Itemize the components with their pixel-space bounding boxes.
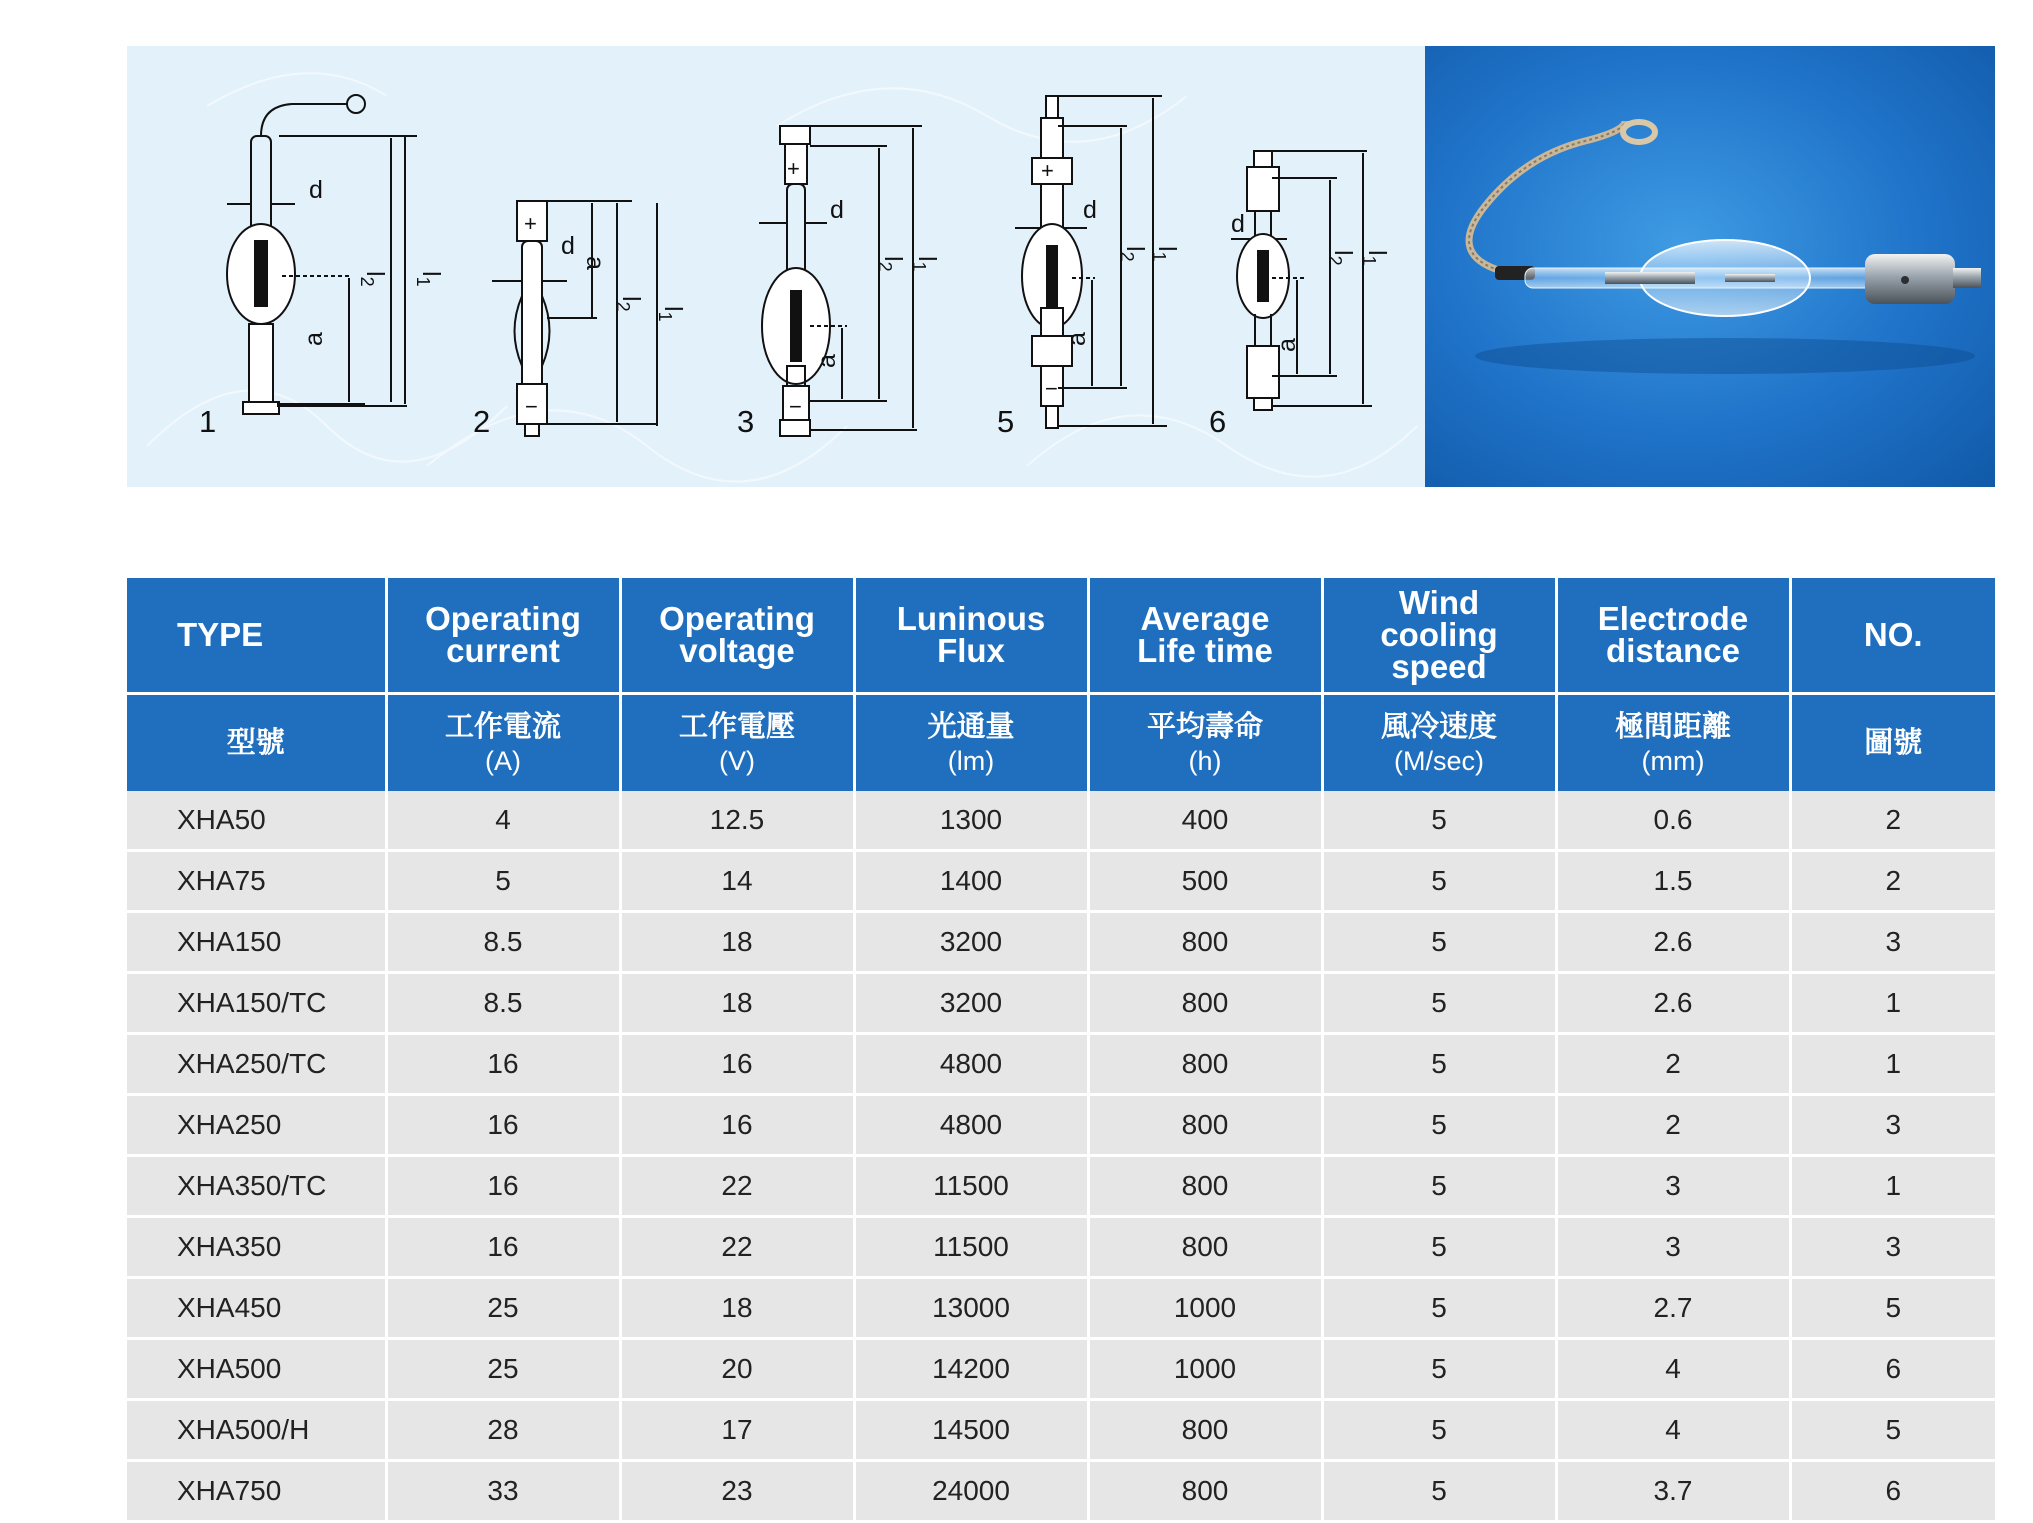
type-cell: XHA750 — [127, 1461, 386, 1522]
a-label-2: a — [581, 256, 609, 270]
type-cell: XHA150 — [127, 912, 386, 973]
table-cell: 2 — [1790, 851, 1995, 912]
table-cell: 1400 — [854, 851, 1088, 912]
type-cell: XHA250 — [127, 1095, 386, 1156]
column-header-zh-5 — [1322, 694, 1556, 792]
table-cell: 5 — [1322, 1278, 1556, 1339]
english-header-row — [127, 578, 1995, 694]
table-cell: 8.5 — [386, 973, 620, 1034]
column-header-unit: (lm) — [947, 746, 995, 776]
d-label-5: d — [1083, 196, 1097, 224]
column-header-en-line: Operating — [659, 600, 815, 637]
column-header-zh-3 — [854, 694, 1088, 792]
lamp-type-6-drawing — [1209, 151, 1391, 439]
column-header-unit: (A) — [485, 746, 521, 776]
table-cell: 6 — [1790, 1461, 1995, 1522]
column-header-en-line: Wind — [1398, 584, 1480, 621]
figure-number-1: 1 — [199, 404, 217, 439]
column-header-en-line: cooling — [1380, 616, 1498, 653]
l2-main: l — [361, 271, 389, 277]
column-header-en-3 — [854, 578, 1088, 694]
l2-subscript: 2 — [1117, 251, 1137, 262]
table-row — [127, 851, 1995, 912]
table-cell: 20 — [620, 1339, 854, 1400]
l2-label-5 — [1117, 246, 1149, 262]
l1-main: l — [417, 271, 445, 277]
diagram-svg — [127, 46, 1425, 487]
table-cell: 17 — [620, 1400, 854, 1461]
column-header-unit: (mm) — [1641, 746, 1705, 776]
table-cell: 33 — [386, 1461, 620, 1522]
d-label-6: d — [1231, 210, 1245, 238]
lamp-type-5-drawing — [997, 96, 1181, 439]
lamp-type-1-drawing — [199, 95, 445, 439]
figure-number-3: 3 — [737, 404, 755, 439]
column-header-en-line: Electrode — [1597, 600, 1749, 637]
table-cell: 1000 — [1088, 1339, 1322, 1400]
l2-label-6 — [1325, 250, 1357, 266]
table-cell: 3.7 — [1556, 1461, 1790, 1522]
type-cell: XHA450 — [127, 1278, 386, 1339]
table-cell: 14500 — [854, 1400, 1088, 1461]
table-row — [127, 1461, 1995, 1522]
table-cell: 3 — [1790, 1217, 1995, 1278]
l2-label-1 — [357, 271, 389, 287]
l1-label-6 — [1359, 250, 1391, 266]
column-header-en-5 — [1322, 578, 1556, 694]
plus-sign-3: + — [787, 156, 800, 181]
table-cell: 14200 — [854, 1339, 1088, 1400]
table-cell: 11500 — [854, 1156, 1088, 1217]
table-row — [127, 1217, 1995, 1278]
table-cell: 500 — [1088, 851, 1322, 912]
column-header-en-line: current — [446, 632, 560, 669]
table-cell: 16 — [386, 1156, 620, 1217]
column-header-en-line: Operating — [425, 600, 581, 637]
table-cell: 1 — [1790, 973, 1995, 1034]
table-cell: 23 — [620, 1461, 854, 1522]
table-cell: 12.5 — [620, 791, 854, 851]
table-cell: 3 — [1790, 912, 1995, 973]
column-header-en-7 — [1790, 578, 1995, 694]
table-cell: 3200 — [854, 973, 1088, 1034]
table-cell: 11500 — [854, 1217, 1088, 1278]
column-header-zh-name: 光通量 — [927, 711, 1015, 743]
column-header-zh-name: 風冷速度 — [1380, 711, 1497, 743]
column-header-en-6 — [1556, 578, 1790, 694]
type-cell: XHA250/TC — [127, 1034, 386, 1095]
table-cell: 4800 — [854, 1034, 1088, 1095]
table-row — [127, 1156, 1995, 1217]
table-cell: 22 — [620, 1156, 854, 1217]
column-header-unit: (V) — [719, 746, 755, 776]
column-header-en-2 — [620, 578, 854, 694]
table-cell: 16 — [386, 1034, 620, 1095]
table-cell: 1000 — [1088, 1278, 1322, 1339]
column-header-en-line: Luninous — [896, 600, 1046, 637]
table-cell: 5 — [1322, 1156, 1556, 1217]
table-cell: 24000 — [854, 1461, 1088, 1522]
lamp-type-2-drawing — [473, 201, 687, 439]
table-cell: 13000 — [854, 1278, 1088, 1339]
lamp-spec-table — [127, 578, 1995, 1523]
table-cell: 4800 — [854, 1095, 1088, 1156]
figure-number-2: 2 — [473, 404, 491, 439]
l1-main: l — [1153, 246, 1181, 252]
l2-label-2 — [613, 296, 645, 312]
l2-subscript: 2 — [1325, 255, 1345, 266]
l1-subscript: 1 — [413, 276, 433, 287]
table-cell: 18 — [620, 1278, 854, 1339]
type-cell: XHA150/TC — [127, 973, 386, 1034]
table-row — [127, 1034, 1995, 1095]
l2-main: l — [1329, 250, 1357, 256]
table-cell: 2.6 — [1556, 973, 1790, 1034]
type-cell: XHA75 — [127, 851, 386, 912]
table-cell: 18 — [620, 973, 854, 1034]
table-cell: 8.5 — [386, 912, 620, 973]
a-label-1: a — [300, 332, 328, 346]
l2-subscript: 2 — [875, 261, 895, 272]
column-header-en-line: speed — [1391, 648, 1487, 685]
table-cell: 5 — [1322, 973, 1556, 1034]
table-cell: 2 — [1790, 791, 1995, 851]
column-header-en-line: NO. — [1863, 616, 1923, 653]
lamp-photo — [1425, 46, 1995, 487]
type-cell: XHA50 — [127, 791, 386, 851]
table-cell: 6 — [1790, 1339, 1995, 1400]
table-cell: 2 — [1556, 1095, 1790, 1156]
column-header-en-line: distance — [1606, 632, 1740, 669]
table-row — [127, 1400, 1995, 1461]
table-cell: 4 — [1556, 1339, 1790, 1400]
minus-sign-3: − — [789, 394, 802, 419]
table-cell: 3 — [1556, 1217, 1790, 1278]
column-header-en-1 — [386, 578, 620, 694]
column-header-en-line: voltage — [679, 632, 795, 669]
a-label-6: a — [1273, 338, 1301, 352]
column-header-zh-name: 工作電壓 — [678, 711, 795, 743]
table-cell: 2.6 — [1556, 912, 1790, 973]
table-row — [127, 1339, 1995, 1400]
column-header-en-line: Flux — [937, 632, 1005, 669]
l1-subscript: 1 — [1149, 251, 1169, 262]
l2-label-3 — [875, 256, 907, 272]
table-cell: 5 — [1790, 1400, 1995, 1461]
lamp-figure — [127, 46, 1995, 487]
type-cell: XHA500/H — [127, 1400, 386, 1461]
column-header-zh-name: 型號 — [226, 727, 285, 759]
column-header-zh-name: 工作電流 — [444, 711, 561, 743]
table-cell: 5 — [1322, 851, 1556, 912]
d-label-1: d — [309, 176, 323, 204]
table-cell: 800 — [1088, 1461, 1322, 1522]
chinese-header-row — [127, 694, 1995, 792]
table-cell: 16 — [620, 1034, 854, 1095]
figure-number-5: 5 — [997, 404, 1015, 439]
table-cell: 5 — [1322, 1339, 1556, 1400]
table-cell: 400 — [1088, 791, 1322, 851]
table-cell: 5 — [1322, 912, 1556, 973]
table-cell: 3 — [1790, 1095, 1995, 1156]
type-cell: XHA350 — [127, 1217, 386, 1278]
lamp-dimension-diagrams — [127, 46, 1425, 487]
table-cell: 800 — [1088, 1095, 1322, 1156]
table-cell: 28 — [386, 1400, 620, 1461]
l1-subscript: 1 — [909, 261, 929, 272]
table-cell: 800 — [1088, 1034, 1322, 1095]
table-cell: 3 — [1556, 1156, 1790, 1217]
table-cell: 18 — [620, 912, 854, 973]
column-header-zh-name: 圖號 — [1864, 727, 1923, 759]
table-row — [127, 1278, 1995, 1339]
table-cell: 25 — [386, 1278, 620, 1339]
l1-label-2 — [655, 306, 687, 322]
column-header-unit: (h) — [1188, 746, 1222, 776]
a-label-3: a — [813, 354, 841, 368]
minus-sign-5: − — [1045, 376, 1058, 401]
l1-subscript: 1 — [1359, 255, 1379, 266]
l2-subscript: 2 — [357, 276, 377, 287]
lamp-photo-svg — [1425, 46, 1995, 487]
l1-subscript: 1 — [655, 311, 675, 322]
table-cell: 5 — [1790, 1278, 1995, 1339]
plus-sign-5: + — [1041, 158, 1054, 183]
column-header-zh-name: 極間距離 — [1614, 711, 1731, 743]
l1-main: l — [659, 306, 687, 312]
column-header-zh-7 — [1790, 694, 1995, 792]
table-cell: 1 — [1790, 1156, 1995, 1217]
table-cell: 1.5 — [1556, 851, 1790, 912]
l1-main: l — [1363, 250, 1391, 256]
table-cell: 16 — [620, 1095, 854, 1156]
table-cell: 5 — [1322, 1461, 1556, 1522]
column-header-zh-0 — [127, 694, 386, 792]
table-cell: 2.7 — [1556, 1278, 1790, 1339]
table-cell: 25 — [386, 1339, 620, 1400]
table-cell: 0.6 — [1556, 791, 1790, 851]
column-header-en-line: Life time — [1137, 632, 1273, 669]
table-cell: 800 — [1088, 1400, 1322, 1461]
l1-main: l — [913, 256, 941, 262]
table-cell: 14 — [620, 851, 854, 912]
table-cell: 800 — [1088, 973, 1322, 1034]
table-cell: 2 — [1556, 1034, 1790, 1095]
table-cell: 3200 — [854, 912, 1088, 973]
table-row — [127, 973, 1995, 1034]
column-header-zh-name: 平均壽命 — [1146, 711, 1263, 743]
l1-label-1 — [413, 271, 445, 287]
table-row — [127, 912, 1995, 973]
type-cell: XHA500 — [127, 1339, 386, 1400]
d-label-2: d — [561, 232, 575, 260]
l1-label-5 — [1149, 246, 1181, 262]
column-header-zh-4 — [1088, 694, 1322, 792]
table-cell: 22 — [620, 1217, 854, 1278]
spec-table-body — [127, 791, 1995, 1522]
table-row — [127, 791, 1995, 851]
column-header-en-0 — [127, 578, 386, 694]
table-cell: 5 — [386, 851, 620, 912]
column-header-zh-1 — [386, 694, 620, 792]
type-cell: XHA350/TC — [127, 1156, 386, 1217]
lamp-type-3-drawing — [737, 126, 941, 439]
a-label-5: a — [1063, 332, 1091, 346]
l2-main: l — [879, 256, 907, 262]
table-row — [127, 1095, 1995, 1156]
table-cell: 800 — [1088, 1217, 1322, 1278]
table-cell: 5 — [1322, 1217, 1556, 1278]
column-header-unit: (M/sec) — [1394, 746, 1484, 776]
table-cell: 16 — [386, 1217, 620, 1278]
table-cell: 800 — [1088, 1156, 1322, 1217]
figure-number-6: 6 — [1209, 404, 1227, 439]
table-cell: 1 — [1790, 1034, 1995, 1095]
d-label-3: d — [830, 196, 844, 224]
column-header-en-line: Average — [1140, 600, 1270, 637]
table-cell: 4 — [386, 791, 620, 851]
column-header-en-4 — [1088, 578, 1322, 694]
table-cell: 16 — [386, 1095, 620, 1156]
l2-subscript: 2 — [613, 301, 633, 312]
table-cell: 5 — [1322, 1400, 1556, 1461]
l2-main: l — [617, 296, 645, 302]
table-cell: 1300 — [854, 791, 1088, 851]
table-cell: 5 — [1322, 791, 1556, 851]
column-header-en-line: TYPE — [177, 616, 264, 653]
table-cell: 800 — [1088, 912, 1322, 973]
table-cell: 5 — [1322, 1095, 1556, 1156]
table-cell: 5 — [1322, 1034, 1556, 1095]
column-header-zh-2 — [620, 694, 854, 792]
l2-main: l — [1121, 246, 1149, 252]
minus-sign-2: − — [525, 394, 538, 419]
column-header-zh-6 — [1556, 694, 1790, 792]
table-cell: 4 — [1556, 1400, 1790, 1461]
l1-label-3 — [909, 256, 941, 272]
plus-sign-2: + — [524, 211, 537, 236]
